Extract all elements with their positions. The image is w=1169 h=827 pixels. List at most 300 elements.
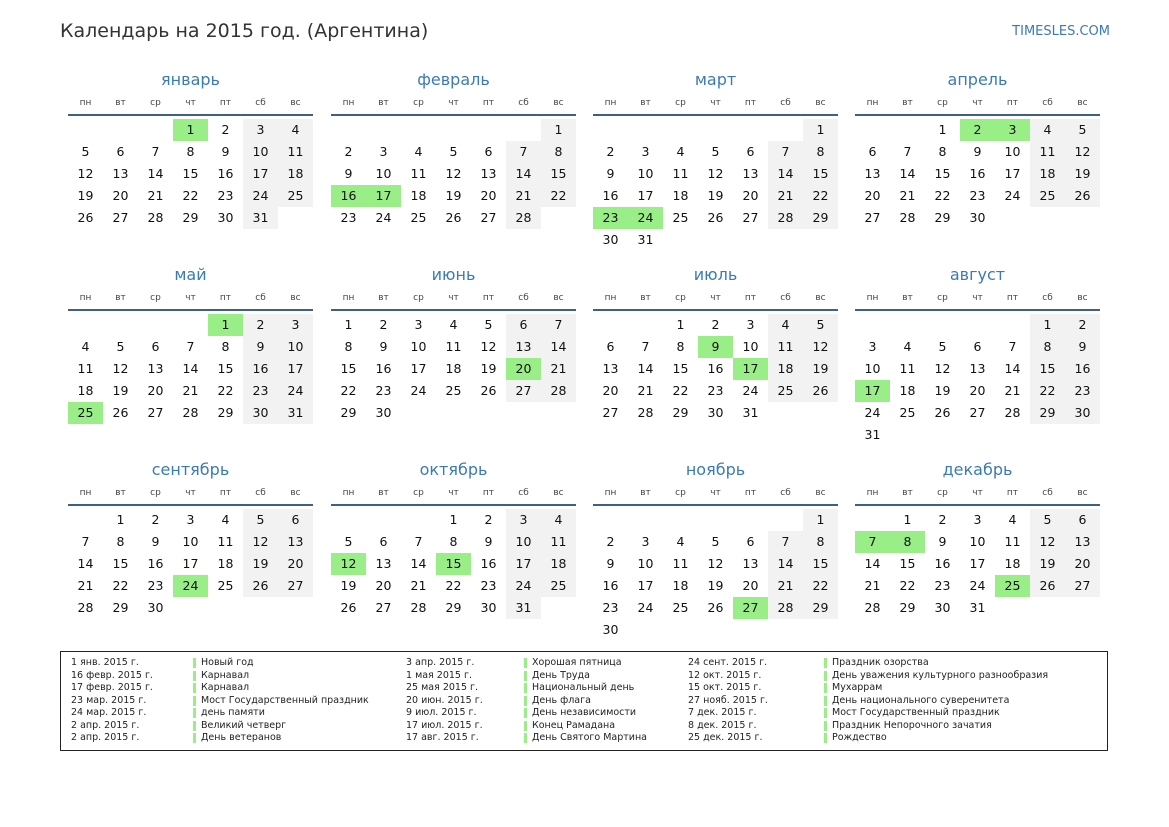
holiday-date: 23 мар. 2015 г. [71,694,147,706]
weekday-label: вс [1077,293,1088,303]
day-cell: 27 [969,405,986,420]
holiday-name: День национального суверенитета [832,694,1010,706]
weekday-label: пн [866,293,879,303]
day-cell: 2 [344,144,353,159]
day-cell: 22 [803,575,838,597]
day-cell: 24 [864,405,881,420]
day-cell: 2 [379,317,388,332]
weekday-label: пн [342,98,355,108]
week-row [68,163,313,185]
weekday-label: сб [780,488,791,498]
day-grid [331,314,576,424]
weekday-label: вт [115,98,126,108]
empty-cell [103,119,138,141]
weekday-label: вт [378,488,389,498]
day-cell: 10 [278,336,313,358]
day-cell: 15 [672,361,689,376]
week-row [855,380,1100,402]
week-row [331,575,576,597]
holiday-marker [524,721,527,731]
holiday-name: Праздник озорства [832,657,929,668]
day-cell: 26 [707,210,724,225]
legend-column [688,657,1088,745]
day-cell: 4 [1030,119,1065,141]
day-cell: 11 [1004,534,1021,549]
empty-cell [768,229,803,251]
day-cell: 19 [707,188,724,203]
day-cell: 22 [672,383,689,398]
weekday-label: ср [413,98,424,108]
day-cell: 6 [116,144,125,159]
week-row [855,553,1100,575]
weekday-header [855,94,1100,114]
empty-cell [663,509,698,531]
day-cell: 16 [1065,358,1100,380]
day-cell: 31 [506,597,541,619]
weekday-label: пн [342,293,355,303]
week-row [331,336,576,358]
holiday-marker [193,671,196,681]
day-cell: 10 [375,166,392,181]
day-cell: 15 [340,361,357,376]
day-cell: 9 [344,166,353,181]
empty-cell [890,424,925,446]
day-cell: 8 [803,531,838,553]
day-cell: 6 [1065,509,1100,531]
day-cell: 18 [1004,556,1021,571]
weekday-label: вс [290,98,301,108]
day-cell: 24 [969,578,986,593]
holiday-marker [524,658,527,668]
day-cell: 13 [742,556,759,571]
weekday-label: пн [79,488,92,498]
day-cell: 10 [243,141,278,163]
holiday-date: 3 апр. 2015 г. [406,657,475,668]
day-cell: 21 [1004,383,1021,398]
day-cell: 20 [742,578,759,593]
legend-row [406,732,726,745]
empty-cell [995,597,1030,619]
day-cell: 23 [147,578,164,593]
day-cell: 15 [112,556,129,571]
week-row [855,509,1100,531]
day-cell: 8 [676,339,685,354]
day-cell: 7 [768,531,803,553]
holiday-day: 1 [173,119,208,141]
day-cell: 27 [278,575,313,597]
day-cell: 26 [707,600,724,615]
day-cell: 13 [602,361,619,376]
week-row [855,358,1100,380]
weekday-label: сб [1042,293,1053,303]
day-cell: 23 [340,210,357,225]
day-cell: 11 [278,141,313,163]
weekday-label: сб [518,98,529,108]
empty-cell [471,119,506,141]
day-cell: 22 [445,578,462,593]
day-cell: 20 [602,383,619,398]
day-cell: 24 [637,600,654,615]
holiday-legend [60,651,1108,751]
legend-row [688,682,1088,695]
weekday-label: вт [640,488,651,498]
weekday-label: ср [150,488,161,498]
day-cell: 13 [864,166,881,181]
holiday-date: 20 июн. 2015 г. [406,694,483,706]
day-cell: 28 [541,380,576,402]
day-cell: 1 [903,512,912,527]
legend-row [688,695,1088,708]
weekday-header [68,94,313,114]
empty-cell [698,619,733,641]
day-cell: 10 [1004,144,1021,159]
day-cell: 12 [1065,141,1100,163]
holiday-name: день памяти [201,707,265,718]
week-row [331,597,576,619]
day-cell: 27 [506,380,541,402]
week-row [593,207,838,229]
weekday-label: сб [255,98,266,108]
holiday-name: Карнавал [201,669,250,681]
legend-row [71,670,391,683]
day-cell: 19 [803,358,838,380]
weekday-label: чт [972,98,983,108]
day-cell: 3 [641,534,650,549]
day-cell: 18 [217,556,234,571]
empty-cell [593,314,628,336]
day-cell: 30 [707,405,724,420]
weekday-label: вс [290,293,301,303]
day-cell: 6 [151,339,160,354]
weekday-label: пн [79,98,92,108]
day-cell: 5 [938,339,947,354]
day-cell: 7 [414,534,423,549]
day-cell: 20 [278,553,313,575]
weekday-label: пн [79,293,92,303]
holiday-date: 25 дек. 2015 г. [688,732,763,743]
site-link[interactable]: TIMESLES.COM [1012,24,1110,39]
empty-cell [890,314,925,336]
holiday-marker [824,683,827,693]
week-row [68,531,313,553]
day-cell: 7 [506,141,541,163]
day-cell: 26 [803,380,838,402]
holiday-marker [193,696,196,706]
day-cell: 15 [934,166,951,181]
day-cell: 22 [112,578,129,593]
day-cell: 9 [973,144,982,159]
day-cell: 12 [77,166,94,181]
week-row [331,553,576,575]
weekday-label: чт [972,488,983,498]
month-2 [331,70,576,229]
day-cell: 30 [375,405,392,420]
weekday-header [331,94,576,114]
day-cell: 28 [77,600,94,615]
day-cell: 18 [672,578,689,593]
header-rule [593,309,838,311]
day-cell: 8 [221,339,230,354]
day-cell: 10 [864,361,881,376]
legend-column [71,657,391,745]
day-cell: 19 [112,383,129,398]
month-1 [68,70,313,229]
holiday-day: 17 [733,358,768,380]
day-cell: 24 [243,185,278,207]
week-row [593,575,838,597]
weekday-header [68,484,313,504]
empty-cell [593,119,628,141]
day-cell: 5 [1065,119,1100,141]
legend-row [71,732,391,745]
legend-row [688,670,1088,683]
holiday-name: Великий четверг [201,719,287,731]
holiday-name: Новый год [201,657,254,668]
weekday-label: пт [219,293,232,303]
holiday-marker [824,733,827,743]
holiday-date: 12 окт. 2015 г. [688,669,762,681]
weekday-label: пт [744,293,757,303]
week-row [593,509,838,531]
holiday-name: День Труда [532,669,590,681]
month-9 [68,460,313,619]
weekday-header [593,289,838,309]
month-12 [855,460,1100,619]
day-cell: 30 [602,232,619,247]
holiday-day: 12 [331,553,366,575]
holiday-day: 27 [733,597,768,619]
day-cell: 16 [602,578,619,593]
day-cell: 25 [899,405,916,420]
day-cell: 3 [186,512,195,527]
day-cell: 26 [480,383,497,398]
empty-cell [663,619,698,641]
weekday-label: вс [815,98,826,108]
day-cell: 8 [938,144,947,159]
day-cell: 22 [1030,380,1065,402]
holiday-name: Праздник Непорочного зачатия [832,719,992,731]
day-grid [855,119,1100,229]
day-cell: 14 [637,361,654,376]
empty-cell [803,402,838,424]
holiday-day: 7 [855,531,890,553]
weekday-label: ср [937,98,948,108]
week-row [593,141,838,163]
day-cell: 9 [243,336,278,358]
holiday-marker [193,683,196,693]
day-cell: 14 [77,556,94,571]
day-cell: 4 [676,534,685,549]
empty-cell [401,402,436,424]
legend-row [688,720,1088,733]
day-cell: 21 [410,578,427,593]
day-cell: 16 [707,361,724,376]
empty-cell [541,207,576,229]
day-cell: 21 [637,383,654,398]
header-rule [593,504,838,506]
day-cell: 26 [1065,185,1100,207]
week-row [331,119,576,141]
day-cell: 29 [934,210,951,225]
weekday-label: сб [518,293,529,303]
weekday-label: пт [1006,488,1019,498]
day-cell: 12 [803,336,838,358]
day-cell: 5 [449,144,458,159]
week-row [593,336,838,358]
day-cell: 19 [1030,553,1065,575]
empty-cell [506,119,541,141]
day-cell: 19 [480,361,497,376]
holiday-day: 25 [995,575,1030,597]
holiday-marker [824,721,827,731]
day-cell: 19 [707,578,724,593]
weekday-header [855,484,1100,504]
day-cell: 17 [243,163,278,185]
day-cell: 7 [903,144,912,159]
day-cell: 12 [445,166,462,181]
weekday-label: пн [866,488,879,498]
empty-cell [278,207,313,229]
weekday-header [855,289,1100,309]
week-row [68,336,313,358]
calendar-grid [68,70,1108,655]
legend-row [406,720,726,733]
holiday-day: 9 [698,336,733,358]
day-grid [68,119,313,229]
week-row [331,207,576,229]
day-cell: 21 [147,188,164,203]
empty-cell [698,509,733,531]
weekday-label: сб [1042,98,1053,108]
empty-cell [243,597,278,619]
week-row [331,380,576,402]
legend-row [406,682,726,695]
holiday-name: Национальный день [532,682,635,693]
day-grid [593,314,838,424]
day-cell: 30 [1065,402,1100,424]
holiday-marker [824,658,827,668]
day-cell: 11 [1030,141,1065,163]
month-6 [331,265,576,424]
empty-cell [506,402,541,424]
week-row [331,163,576,185]
day-cell: 25 [1030,185,1065,207]
day-cell: 4 [768,314,803,336]
day-cell: 15 [803,163,838,185]
week-row [68,314,313,336]
day-cell: 7 [186,339,195,354]
day-cell: 28 [768,207,803,229]
holiday-marker [193,733,196,743]
week-row [855,141,1100,163]
day-cell: 19 [243,553,278,575]
day-cell: 21 [768,185,803,207]
weekday-label: чт [448,98,459,108]
day-cell: 2 [1065,314,1100,336]
day-cell: 7 [641,339,650,354]
empty-cell [663,229,698,251]
month-name: октябрь [419,460,488,479]
day-cell: 9 [606,556,615,571]
day-cell: 3 [379,144,388,159]
week-row [68,597,313,619]
day-cell: 4 [676,144,685,159]
holiday-date: 17 июл. 2015 г. [406,719,483,731]
weekday-label: пн [604,98,617,108]
header-rule [855,309,1100,311]
holiday-day: 3 [995,119,1030,141]
day-cell: 18 [445,361,462,376]
weekday-label: пн [604,293,617,303]
day-cell: 4 [903,339,912,354]
day-cell: 5 [81,144,90,159]
page-title: Календарь на 2015 год. (Аргентина) [60,20,429,42]
week-row [331,185,576,207]
legend-row [688,657,1088,670]
weekday-label: вс [553,488,564,498]
day-cell: 5 [484,317,493,332]
day-cell: 29 [899,600,916,615]
day-cell: 19 [1065,163,1100,185]
header-rule [331,309,576,311]
empty-cell [995,424,1030,446]
week-row [855,119,1100,141]
holiday-name: Мост Государственный праздник [832,707,1000,718]
legend-row [71,695,391,708]
day-grid [331,509,576,619]
week-row [331,314,576,336]
day-cell: 9 [1065,336,1100,358]
day-cell: 15 [899,556,916,571]
day-cell: 13 [506,336,541,358]
week-row [68,141,313,163]
day-cell: 26 [1030,575,1065,597]
day-cell: 17 [506,553,541,575]
holiday-day: 17 [366,185,401,207]
day-cell: 4 [81,339,90,354]
weekday-label: чт [448,488,459,498]
day-cell: 8 [449,534,458,549]
day-cell: 28 [182,405,199,420]
day-cell: 2 [606,144,615,159]
holiday-date: 17 авг. 2015 г. [406,732,479,743]
holiday-marker [824,671,827,681]
day-cell: 20 [1065,553,1100,575]
day-cell: 16 [243,358,278,380]
header-rule [68,309,313,311]
day-cell: 26 [112,405,129,420]
day-cell: 25 [410,210,427,225]
day-cell: 14 [1004,361,1021,376]
holiday-date: 2 апр. 2015 г. [71,732,140,743]
day-cell: 6 [746,534,755,549]
holiday-date: 8 дек. 2015 г. [688,719,757,731]
day-cell: 13 [112,166,129,181]
day-cell: 17 [410,361,427,376]
day-grid [855,314,1100,446]
day-cell: 10 [182,534,199,549]
day-cell: 15 [541,163,576,185]
weekday-label: ср [675,98,686,108]
day-cell: 15 [217,361,234,376]
week-row [68,207,313,229]
day-cell: 23 [707,383,724,398]
weekday-label: пн [866,98,879,108]
day-cell: 21 [77,578,94,593]
weekday-label: пт [219,488,232,498]
empty-cell [960,314,995,336]
day-cell: 6 [506,314,541,336]
